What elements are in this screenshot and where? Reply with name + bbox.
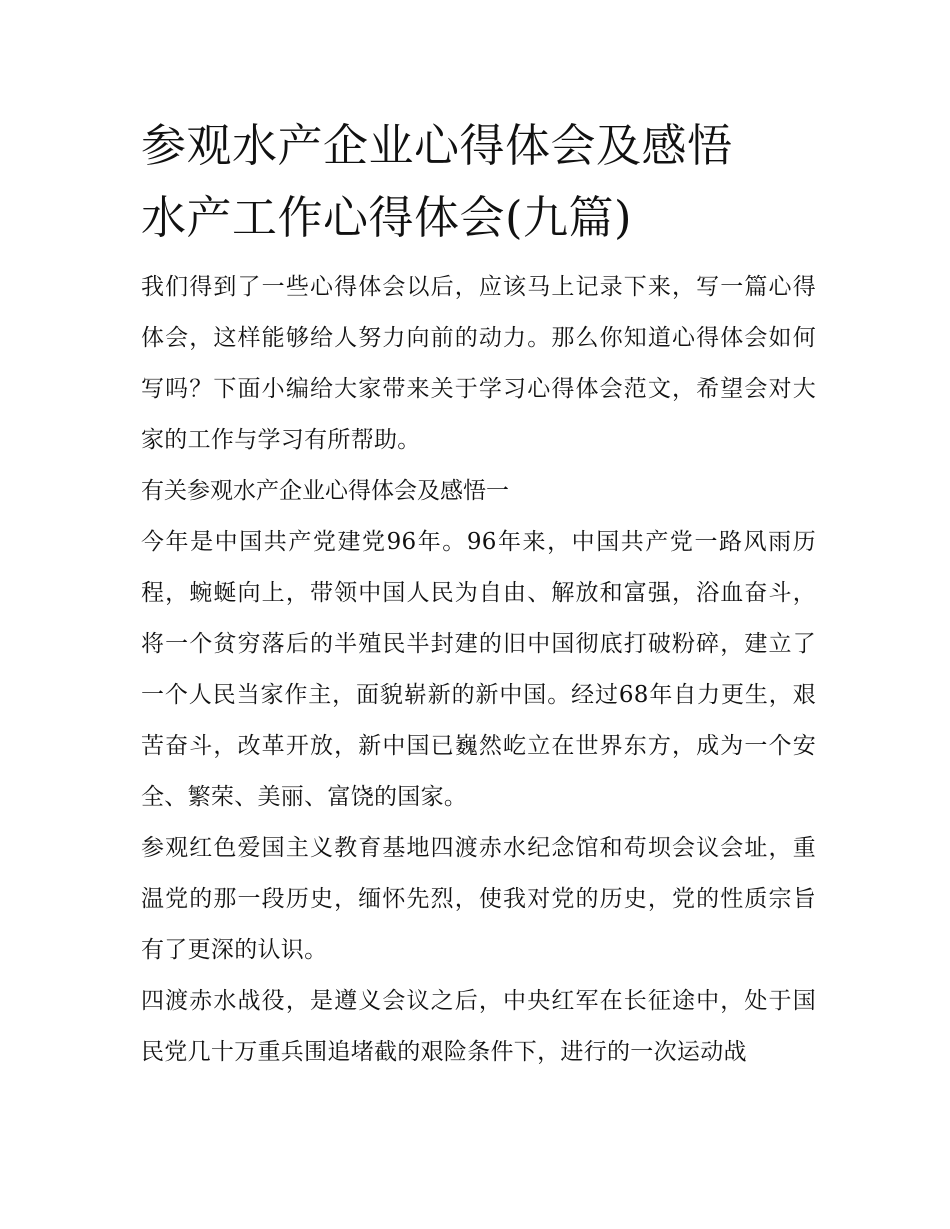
title-line-2: 水产工作心得体会(九篇) (141, 191, 633, 244)
body-paragraph-3: 四渡赤水战役，是遵义会议之后，中央红军在长征途中，处于国民党几十万重兵围追堵截的艰险条件下，进行的一次运动战 (141, 988, 816, 1065)
body-paragraph-2: 参观红色爱国主义教育基地四渡赤水纪念馆和苟坝会议会址，重温党的那一段历史，缅怀先烈，使我对党的历史，党的性质宗旨有了更深的认识。 (141, 835, 816, 963)
section-heading: 有关参观水产企业心得体会及感悟一 (141, 478, 509, 504)
document-title (141, 110, 816, 254)
intro-paragraph: 我们得到了一些心得体会以后，应该马上记录下来，写一篇心得体会，这样能够给人努力向前的动力。那么你知道心得体会如何写吗？下面小编给大家带来关于学习心得体会范文，希望会对大家的工作与学习有所帮助。 (141, 274, 816, 453)
body-paragraph-1: 今年是中国共产党建党96年。96年来，中国共产党一路风雨历程，蜿蜒向上，带领中国人民为自由、解放和富强，浴血奋斗，将一个贫穷落后的半殖民半封建的旧中国彻底打破粉碎，建立了一个人民当家作主，面貌崭新的新中国。经过68年自力更生，艰苦奋斗，改革开放，新中国已巍然屹立在世界东方，成为一个安全、繁荣、美丽、富饶的国家。 (141, 529, 816, 810)
title-line-1: 参观水产企业心得体会及感悟 (141, 119, 733, 172)
document-page (141, 110, 816, 1078)
